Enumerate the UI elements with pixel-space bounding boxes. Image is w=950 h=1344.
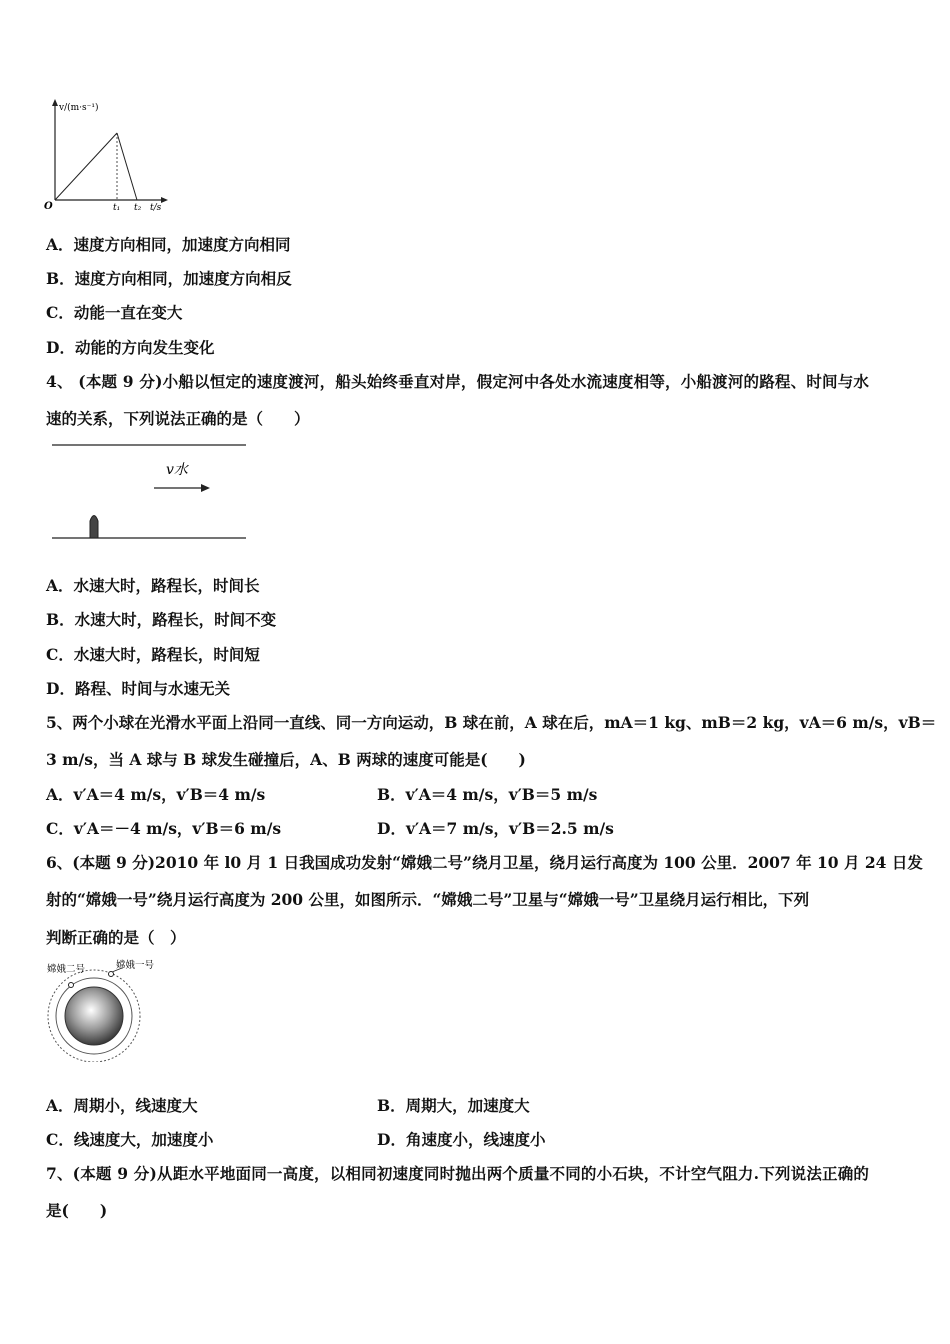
q5-stem-line1: 5、两个小球在光滑水平面上沿同一直线、同一方向运动，B 球在前，A 球在后，mA＝1 kg、mB＝2 kg，vA＝6 m/s，vB＝: [46, 713, 937, 732]
q7-stem-line1: 7、(本题 9 分)从距水平地面同一高度，以相同初速度同时抛出两个质量不同的小石块，不计空气阻力.下列说法正确的: [46, 1164, 870, 1183]
q5-stem-line2: 3 m/s，当 A 球与 B 球发生碰撞后，A、B 两球的速度可能是( ): [46, 750, 526, 769]
q6-stem-line1: 6、(本题 9 分)2010 年 l0 月 1 日我国成功发射“嫦娥二号”绕月卫星，绕月运行高度为 100 公里．2007 年 10 月 24 日发: [46, 853, 923, 872]
q6-option-c[interactable]: C．线速度大，加速度小: [46, 1130, 214, 1149]
change1-satellite-icon: [109, 972, 114, 977]
vt-ylabel: v/(m·s⁻¹): [59, 103, 99, 113]
vt-t2: t₂: [134, 203, 142, 213]
q4-option-c[interactable]: C．水速大时，路程长，时间短: [46, 645, 260, 664]
q4-stem-line2: 速的关系，下列说法正确的是（ ）: [46, 409, 310, 428]
q5-option-d[interactable]: D．v′A＝7 m/s，v′B＝2.5 m/s: [377, 819, 614, 838]
q3-option-d[interactable]: D．动能的方向发生变化: [46, 338, 215, 357]
boat-icon: [90, 516, 98, 539]
q4-stem-line1: 4、 (本题 9 分)小船以恒定的速度渡河，船头始终垂直对岸，假定河中各处水流速度相等，小船渡河的路程、时间与水: [46, 372, 870, 391]
river-boat-figure: [46, 438, 256, 548]
moon-icon: [65, 987, 123, 1045]
vt-x-arrow: [161, 197, 168, 203]
q6-stem-line3: 判断正确的是（ ）: [46, 928, 186, 947]
q7-stem-line2: 是( ): [46, 1201, 108, 1220]
q6-option-d[interactable]: D．角速度小，线速度小: [377, 1130, 546, 1149]
vt-t1: t₁: [113, 203, 121, 213]
q3-option-b[interactable]: B．速度方向相同，加速度方向相反: [46, 269, 292, 288]
change2-satellite-icon: [69, 983, 74, 988]
q4-option-b[interactable]: B．水速大时，路程长，时间不变: [46, 610, 277, 629]
moon-orbit-figure: [44, 958, 174, 1062]
q4-option-a[interactable]: A．水速大时，路程长，时间长: [46, 576, 260, 595]
water-velocity-label: v水: [166, 462, 188, 478]
q3-option-a[interactable]: A．速度方向相同，加速度方向相同: [46, 235, 291, 254]
vt-origin: O: [44, 201, 53, 212]
vt-xlabel: t/s: [150, 203, 162, 213]
vt-fall-line: [117, 133, 137, 200]
q6-option-b[interactable]: B．周期大，加速度大: [377, 1096, 530, 1115]
change1-label: 嫦娥一号: [116, 960, 155, 971]
q5-option-b[interactable]: B．v′A＝4 m/s，v′B＝5 m/s: [377, 785, 598, 804]
q6-option-a[interactable]: A．周期小，线速度大: [46, 1096, 198, 1115]
q5-option-c[interactable]: C．v′A＝－4 m/s，v′B＝6 m/s: [46, 819, 282, 838]
q5-option-a[interactable]: A．v′A＝4 m/s，v′B＝4 m/s: [46, 785, 266, 804]
q6-stem-line2: 射的“嫦娥一号”绕月运行高度为 200 公里，如图所示．“嫦娥二号”卫星与“嫦娥一号”卫星绕月运行相比，下列: [46, 890, 810, 909]
vt-graph-figure: [40, 95, 180, 215]
water-velocity-arrowhead: [201, 484, 210, 492]
q3-option-c[interactable]: C．动能一直在变大: [46, 303, 183, 322]
vt-rise-line: [55, 133, 117, 200]
vt-y-arrow: [52, 99, 58, 106]
change2-label: 嫦娥二号: [47, 964, 86, 975]
q4-option-d[interactable]: D．路程、时间与水速无关: [46, 679, 230, 698]
